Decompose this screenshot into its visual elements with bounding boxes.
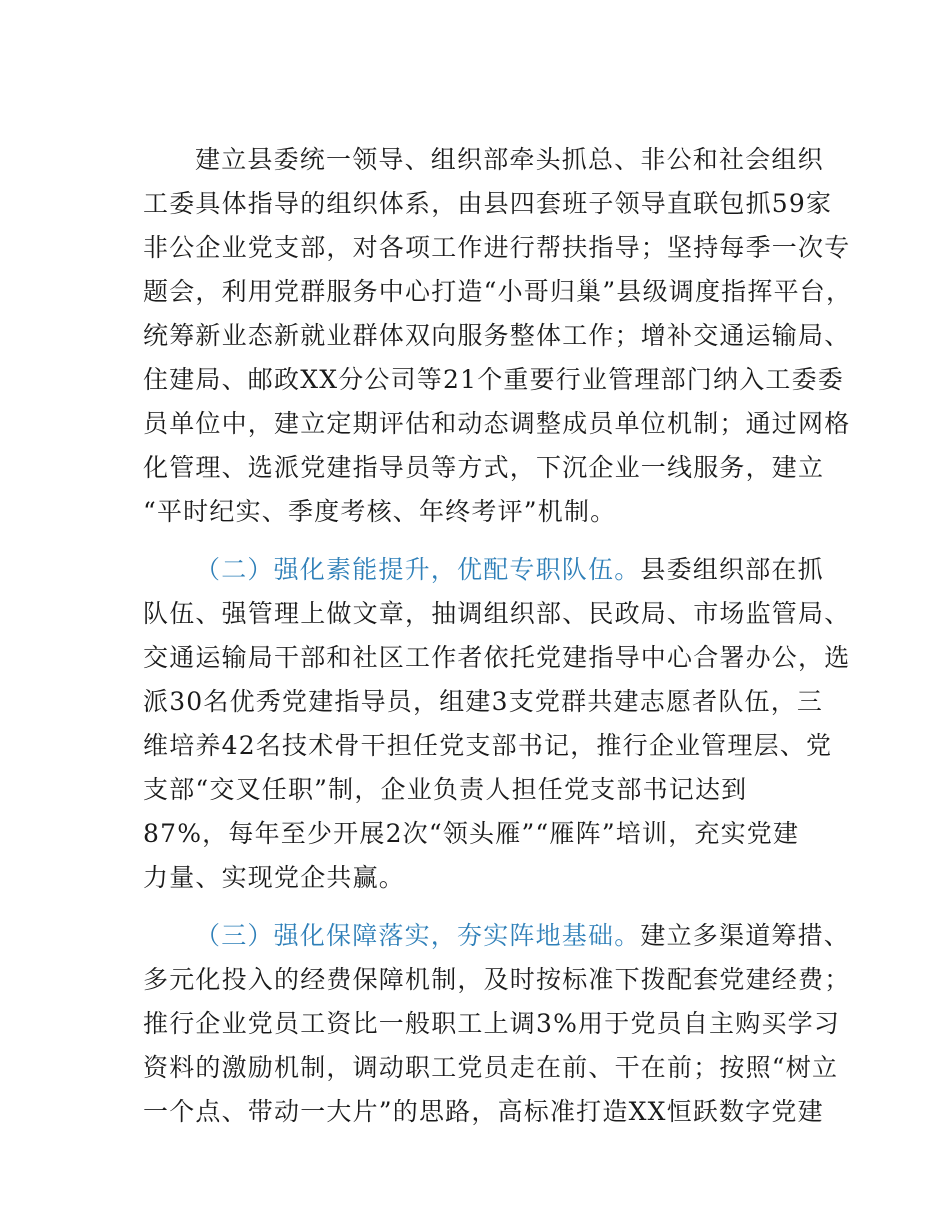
paragraph-2-line-3: 交通运输局干部和社区工作者依托党建指导中心合署办公，选 — [143, 643, 851, 672]
paragraph-1-line-7: 员单位中，建立定期评估和动态调整成员单位机制；通过网格 — [143, 409, 851, 438]
paragraph-1-line-1: 建立县委统一领导、组织部牵头抓总、非公和社会组织 — [195, 145, 824, 174]
paragraph-1-line-8: 化管理、选派党建指导员等方式，下沉企业一线服务，建立 — [143, 453, 825, 482]
paragraph-2-line-5: 维培养42名技术骨干担任党支部书记，推行企业管理层、党 — [143, 731, 833, 760]
paragraph-2-line-7: 87%，每年至少开展2次“领头雁”“雁阵”培训，充实党建 — [143, 819, 800, 848]
paragraph-3-line-4: 资料的激励机制，调动职工党员走在前、干在前；按照“树立 — [143, 1053, 839, 1082]
paragraph-2-first-line-text: 县委组织部在抓 — [640, 555, 824, 584]
paragraph-1-line-5: 统筹新业态新就业群体双向服务整体工作；增补交通运输局、 — [143, 321, 851, 350]
section-heading-3: （三）强化保障落实，夯实阵地基础。 — [195, 921, 641, 950]
paragraph-1-line-4: 题会，利用党群服务中心打造“小哥归巢”县级调度指挥平台， — [143, 277, 853, 306]
paragraph-3-line-5: 一个点、带动一大片”的思路，高标准打造XX恒跃数字党建 — [143, 1097, 824, 1126]
paragraph-2-line-4: 派30名优秀党建指导员，组建3支党群共建志愿者队伍，三 — [143, 687, 824, 716]
paragraph-1-line-9: “平时纪实、季度考核、年终考评”机制。 — [143, 497, 617, 526]
paragraph-2-line-1 — [195, 555, 824, 585]
paragraph-3-first-line-text: 建立多渠道筹措、 — [640, 921, 851, 950]
paragraph-2-line-2: 队伍、强管理上做文章，抽调组织部、民政局、市场监管局、 — [143, 599, 851, 628]
paragraph-1-line-2: 工委具体指导的组织体系，由县四套班子领导直联包抓59家 — [143, 189, 833, 218]
paragraph-3-line-1 — [195, 921, 850, 951]
paragraph-3-line-3: 推行企业党员工资比一般职工上调3%用于党员自主购买学习 — [143, 1009, 841, 1038]
paragraph-3-line-2: 多元化投入的经费保障机制，及时按标准下拨配套党建经费； — [143, 965, 851, 994]
paragraph-1-line-3: 非公企业党支部，对各项工作进行帮扶指导；坚持每季一次专 — [143, 233, 851, 262]
paragraph-2-line-8: 力量、实现党企共赢。 — [143, 863, 406, 892]
section-heading-2: （二）强化素能提升，优配专职队伍。 — [195, 555, 641, 584]
paragraph-2-line-6: 支部“交叉任职”制，企业负责人担任党支部书记达到 — [143, 775, 748, 804]
paragraph-1-line-6: 住建局、邮政XX分公司等21个重要行业管理部门纳入工委委 — [143, 365, 845, 394]
